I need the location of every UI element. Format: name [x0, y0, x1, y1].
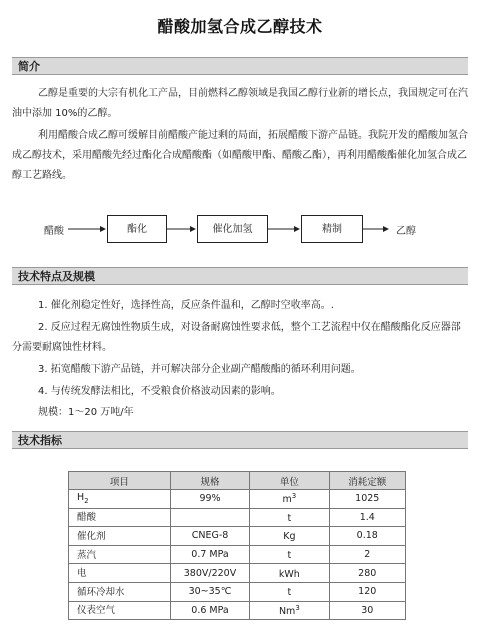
cell-unit: Kg: [250, 527, 329, 546]
flow-input-label: 醋酸: [44, 226, 64, 237]
cell-item: 仪表空气: [69, 601, 171, 620]
col-header-spec: 规格: [170, 472, 249, 490]
feature-item-4: 4. 与传统发酵法相比，不受粮食价格波动因素的影响。: [38, 386, 281, 397]
cell-unit: t: [250, 508, 329, 527]
intro-paragraph-1: 乙醇是重要的大宗有机化工产品，目前燃料乙醇领域是我国乙醇行业新的增长点，我国规定可在汽油中添加 10%的乙醇。: [12, 88, 468, 119]
feature-item-3: 3. 拓宽醋酸下游产品链，并可解决部分企业副产醋酸酯的循环利用问题。: [38, 364, 361, 375]
scale-text: 规模：1～20 万吨/年: [38, 407, 134, 418]
col-header-consumption: 消耗定额: [329, 472, 406, 490]
cell-item: 电: [69, 564, 171, 583]
table-row: [69, 508, 406, 527]
cell-item: $H_2$: [69, 490, 171, 509]
cell-unit: $m^3$: [250, 490, 329, 509]
flow-step-refining: 精制: [301, 215, 363, 243]
cell-consumption: 280: [329, 564, 406, 583]
flow-step-esterification: 酯化: [107, 215, 167, 243]
cell-consumption: 2: [329, 545, 406, 564]
table-row: [69, 545, 406, 564]
page-title: 醋酸加氢合成乙醇技术: [157, 17, 323, 36]
flow-output-label: 乙醇: [396, 226, 416, 237]
cell-unit: Nm$^3$: [250, 601, 329, 620]
cell-item: 循环冷却水: [69, 582, 171, 601]
table-header-row: [69, 472, 406, 490]
cell-spec: 99%: [170, 490, 249, 509]
section-heading-specs: 技术指标: [12, 431, 468, 449]
cell-consumption: 1.4: [329, 508, 406, 527]
table-row: [69, 527, 406, 546]
table-row: [69, 582, 406, 601]
cell-consumption: 1025: [329, 490, 406, 509]
cell-spec: 0.6 MPa: [170, 601, 249, 620]
table-row: [69, 564, 406, 583]
table-row: [69, 490, 406, 509]
table-row: [69, 601, 406, 620]
cell-spec: 30~35℃: [170, 582, 249, 601]
cell-spec: 380V/220V: [170, 564, 249, 583]
cell-spec: 0.7 MPa: [170, 545, 249, 564]
cell-item: 醋酸: [69, 508, 171, 527]
feature-item-1: 1. 催化剂稳定性好，选择性高，反应条件温和，乙醇时空收率高。.: [38, 300, 334, 311]
cell-unit: t: [250, 582, 329, 601]
cell-consumption: 120: [329, 582, 406, 601]
cell-consumption: 30: [329, 601, 406, 620]
col-header-unit: 单位: [250, 472, 329, 490]
feature-item-2: 2. 反应过程无腐蚀性物质生成，对设备耐腐蚀性要求低，整个工艺流程中仅在醋酸酯化反应器部分需要耐腐蚀性材料。: [12, 322, 461, 353]
cell-item: 蒸汽: [69, 545, 171, 564]
cell-unit: t: [250, 545, 329, 564]
col-header-item: 项目: [69, 472, 171, 490]
flow-step-hydrogenation: 催化加氢: [197, 215, 268, 243]
section-heading-intro: 简介: [12, 57, 468, 75]
cell-spec: CNEG-8: [170, 527, 249, 546]
cell-item: 催化剂: [69, 527, 171, 546]
cell-spec: [170, 508, 249, 527]
consumption-table: [68, 471, 406, 620]
section-heading-features: 技术特点及规模: [12, 267, 468, 285]
intro-paragraph-2: 利用醋酸合成乙醇可缓解目前醋酸产能过剩的局面，拓展醋酸下游产品链。我院开发的醋酸加氢合成乙醇技术，采用醋酸先经过酯化合成醋酸酯（如醋酸甲酯、醋酸乙酯），再利用醋酸酯催化加氢合成乙醇工艺路线。: [12, 130, 468, 181]
cell-consumption: 0.18: [329, 527, 406, 546]
table-body: [69, 490, 406, 620]
cell-unit: kWh: [250, 564, 329, 583]
